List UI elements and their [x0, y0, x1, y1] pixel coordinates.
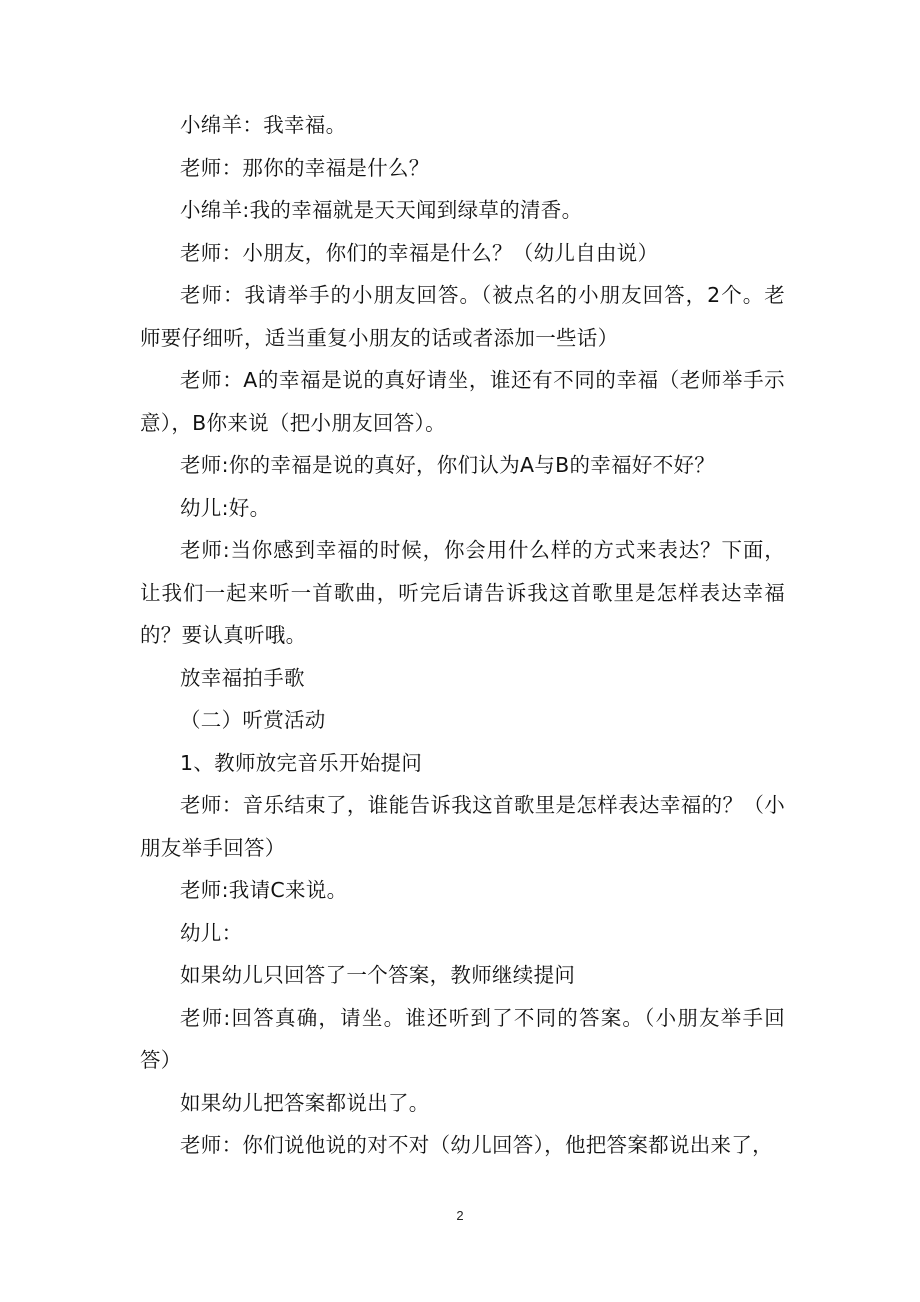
page-number: 2	[456, 1208, 464, 1223]
step-heading: 1、教师放完音乐开始提问	[180, 750, 423, 775]
paragraph: 老师：A的幸福是说的真好请坐，谁还有不同的幸福（老师举手示意），B你来说（把小朋友回答）。	[140, 368, 785, 435]
paragraph: 老师：我请举手的小朋友回答。（被点名的小朋友回答，2个。老师要仔细听，适当重复小朋友的话或者添加一些话）	[140, 283, 785, 350]
paragraph: 小绵羊:我的幸福就是天天闻到绿草的清香。	[180, 198, 583, 222]
paragraph: 幼儿：	[180, 920, 243, 945]
paragraph: 老师：小朋友，你们的幸福是什么？（幼儿自由说）	[180, 240, 659, 265]
paragraph: 老师:回答真确，请坐。谁还听到了不同的答案。（小朋友举手回答）	[140, 1005, 785, 1072]
paragraph: 幼儿:好。	[180, 495, 271, 520]
paragraph: 老师：你们说他说的对不对（幼儿回答），他把答案都说出来了，	[180, 1133, 773, 1157]
paragraph: 老师：音乐结束了，谁能告诉我这首歌里是怎样表达幸福的？（小朋友举手回答）	[140, 793, 785, 860]
document-body	[140, 104, 785, 1167]
paragraph: 老师：那你的幸福是什么？	[180, 155, 430, 180]
paragraph: 如果幼儿只回答了一个答案，教师继续提问	[180, 963, 576, 987]
paragraph: 老师:我请C来说。	[180, 878, 348, 902]
paragraph: 如果幼儿把答案都说出了。	[180, 1090, 430, 1115]
paragraph: 小绵羊：我幸福。	[180, 113, 347, 137]
paragraph: 老师:当你感到幸福的时候，你会用什么样的方式来表达？下面，让我们一起来听一首歌曲，听完后请告诉我这首歌里是怎样表达幸福的？要认真听哦。	[140, 538, 785, 647]
paragraph: 放幸福拍手歌	[180, 665, 305, 690]
paragraph: 老师:你的幸福是说的真好，你们认为A与B的幸福好不好？	[180, 453, 716, 477]
section-heading: （二）听赏活动	[180, 708, 326, 732]
